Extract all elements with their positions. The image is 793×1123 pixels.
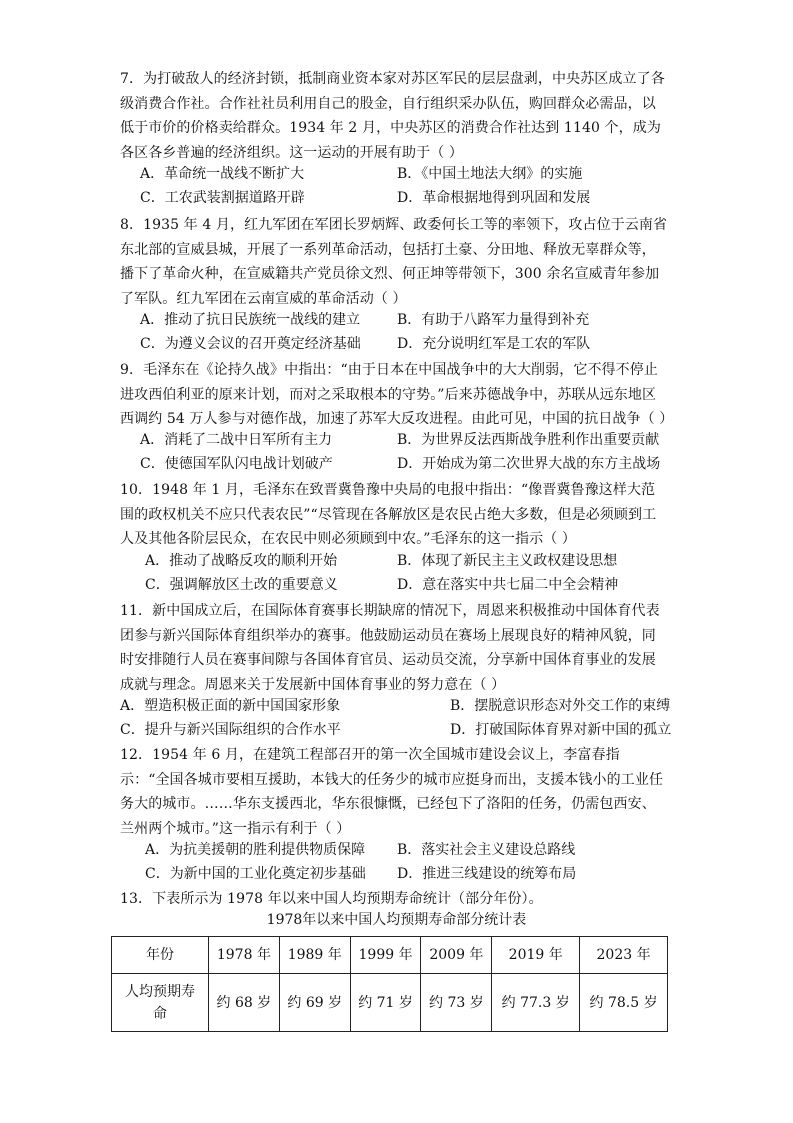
q12-option-a: A．为抗美援朝的胜利提供物质保障 — [145, 842, 366, 858]
q10-option-a: A．推动了战略反攻的顺利开始 — [145, 553, 338, 569]
q9-option-a: A．消耗了二战中日军所有主力 — [140, 432, 333, 448]
question-12-text: 12．1954 年 6 月，在建筑工程部召开的第一次全国城市建设会议上，李富春指示：“全国各城市要相互援助，本钱大的任务少的城市应挺身而出，支援本钱小的工业任务大的城市。……华东支援西北，华东很慷慨，已经包下了洛阳的任务，仍需包西安、兰州两个城市。”这一指示有利于（ ） — [120, 747, 664, 837]
question-8-text: 8．1935 年 4 月，红九军团在军团长罗炳辉、政委何长工等的率领下，攻占位于云南省东北部的宣威县城，开展了一系列革命活动，包括打土豪、分田地、释放无辜群众等，播下了革命火种，在宣威籍共产党员徐文烈、何正坤等带领下，300 余名宣威青年参加了军队。红九军团在云南宣威的革命活动（ ） — [120, 217, 668, 307]
year-cell: 2023 年 — [580, 937, 668, 974]
q12-option-c: C．为新中国的工业化奠定初步基础 — [145, 866, 366, 882]
table-row — [112, 974, 668, 1032]
question-8 — [120, 213, 668, 311]
q9-option-d: D．开始成为第二次世界大战的东方主战场 — [397, 456, 661, 472]
year-cell: 2019 年 — [492, 937, 580, 974]
q7-option-b: B．《中国土地法大纲》的实施 — [397, 166, 583, 182]
q11-option-c: C．提升与新兴国际组织的合作水平 — [120, 722, 341, 738]
q9-option-b: B．为世界反法西斯战争胜利作出重要贡献 — [397, 432, 660, 448]
question-10-text: 10．1948 年 1 月，毛泽东在致晋冀鲁豫中央局的电报中指出：“像晋冀鲁豫这样大范围的政权机关不应只代表农民”“尽管现在各解放区是农民占绝大多数，但是必须顾到工人及其他各阶层民众，在农民中则必须顾到中农。”毛泽东的这一指示（ ） — [120, 482, 657, 547]
q11-option-b: B．摆脱意识形态对外交工作的束缚 — [450, 698, 671, 714]
year-cell: 1989 年 — [279, 937, 350, 974]
q11-option-d: D．打破国际体育界对新中国的孤立 — [450, 722, 672, 738]
value-cell: 约 68 岁 — [209, 974, 280, 1032]
value-cell: 约 71 岁 — [350, 974, 421, 1032]
value-cell: 约 78.5 岁 — [580, 974, 668, 1032]
q12-option-b: B．落实社会主义建设总路线 — [397, 842, 576, 858]
q10-option-b: B．体现了新民主主义政权建设思想 — [397, 553, 618, 569]
q8-option-a: A．推动了抗日民族统一战线的建立 — [140, 312, 361, 328]
q8-option-b: B．有助于八路军力量得到补充 — [397, 312, 590, 328]
q11-option-a: A．塑造积极正面的新中国国家形象 — [120, 698, 341, 714]
header-label-cell: 年份 — [112, 937, 209, 974]
q7-option-d: D．革命根据地得到巩固和发展 — [397, 190, 591, 206]
q9-option-c: C．使德国军队闪电战计划破产 — [140, 456, 333, 472]
question-13 — [120, 887, 668, 912]
year-cell: 1978 年 — [209, 937, 280, 974]
q7-option-a: A．革命统一战线不断扩大 — [140, 166, 305, 182]
value-cell: 约 73 岁 — [421, 974, 492, 1032]
table-caption: 1978年以来中国人均预期寿命部分统计表 — [266, 912, 527, 928]
value-cell: 约 77.3 岁 — [492, 974, 580, 1032]
row-label-cell: 人均预期寿命 — [112, 974, 209, 1032]
q7-option-c: C．工农武装割据道路开辟 — [140, 190, 305, 206]
question-7 — [120, 67, 668, 165]
question-13-text: 13．下表所示为 1978 年以来中国人均预期寿命统计（部分年份）。 — [120, 891, 543, 907]
q10-option-c: C．强调解放区土改的重要意义 — [145, 577, 338, 593]
q8-option-d: D．充分说明红军是工农的军队 — [397, 336, 591, 352]
life-expectancy-table — [111, 936, 668, 1032]
question-7-text: 7．为打破敌人的经济封锁，抵制商业资本家对苏区军民的层层盘剥，中央苏区成立了各级消费合作社。合作社社员利用自己的股金，自行组织采办队伍，购回群众必需品，以低于市价的价格卖给群众。1934 年 2 月，中央苏区的消费合作社达到 1140 个，成为各区各乡普遍的经济组织。这一运动的开展有助于（ ） — [120, 71, 665, 161]
q8-option-c: C．为遵义会议的召开奠定经济基础 — [140, 336, 361, 352]
question-12 — [120, 743, 668, 841]
question-11-text: 11．新中国成立后，在国际体育赛事长期缺席的情况下，周恩来积极推动中国体育代表团参与新兴国际体育组织举办的赛事。他鼓励运动员在赛场上展现良好的精神风貌，同时安排随行人员在赛事间隙与各国体育官员、运动员交流，分享新中国体育事业的发展成就与理念。周恩来关于发展新中国体育事业的努力意在（ ） — [120, 603, 660, 693]
q12-option-d: D．推进三线建设的统筹布局 — [397, 866, 577, 882]
question-9-text: 9．毛泽东在《论持久战》中指出：“由于日本在中国战争中的大大削弱，它不得不停止进攻西伯利亚的原来计划，而对之采取根本的守势。”后来苏德战争中，苏联从远东地区西调约 54 万人参与对德作战，加速了苏军大反攻进程。由此可见，中国的抗日战争（ ） — [120, 362, 674, 427]
question-11 — [120, 599, 668, 697]
q10-option-d: D．意在落实中共七届二中全会精神 — [397, 577, 619, 593]
year-cell: 2009 年 — [421, 937, 492, 974]
year-cell: 1999 年 — [350, 937, 421, 974]
value-cell: 约 69 岁 — [279, 974, 350, 1032]
question-9 — [120, 358, 674, 432]
table-header-row — [112, 937, 668, 974]
question-10 — [120, 478, 668, 552]
